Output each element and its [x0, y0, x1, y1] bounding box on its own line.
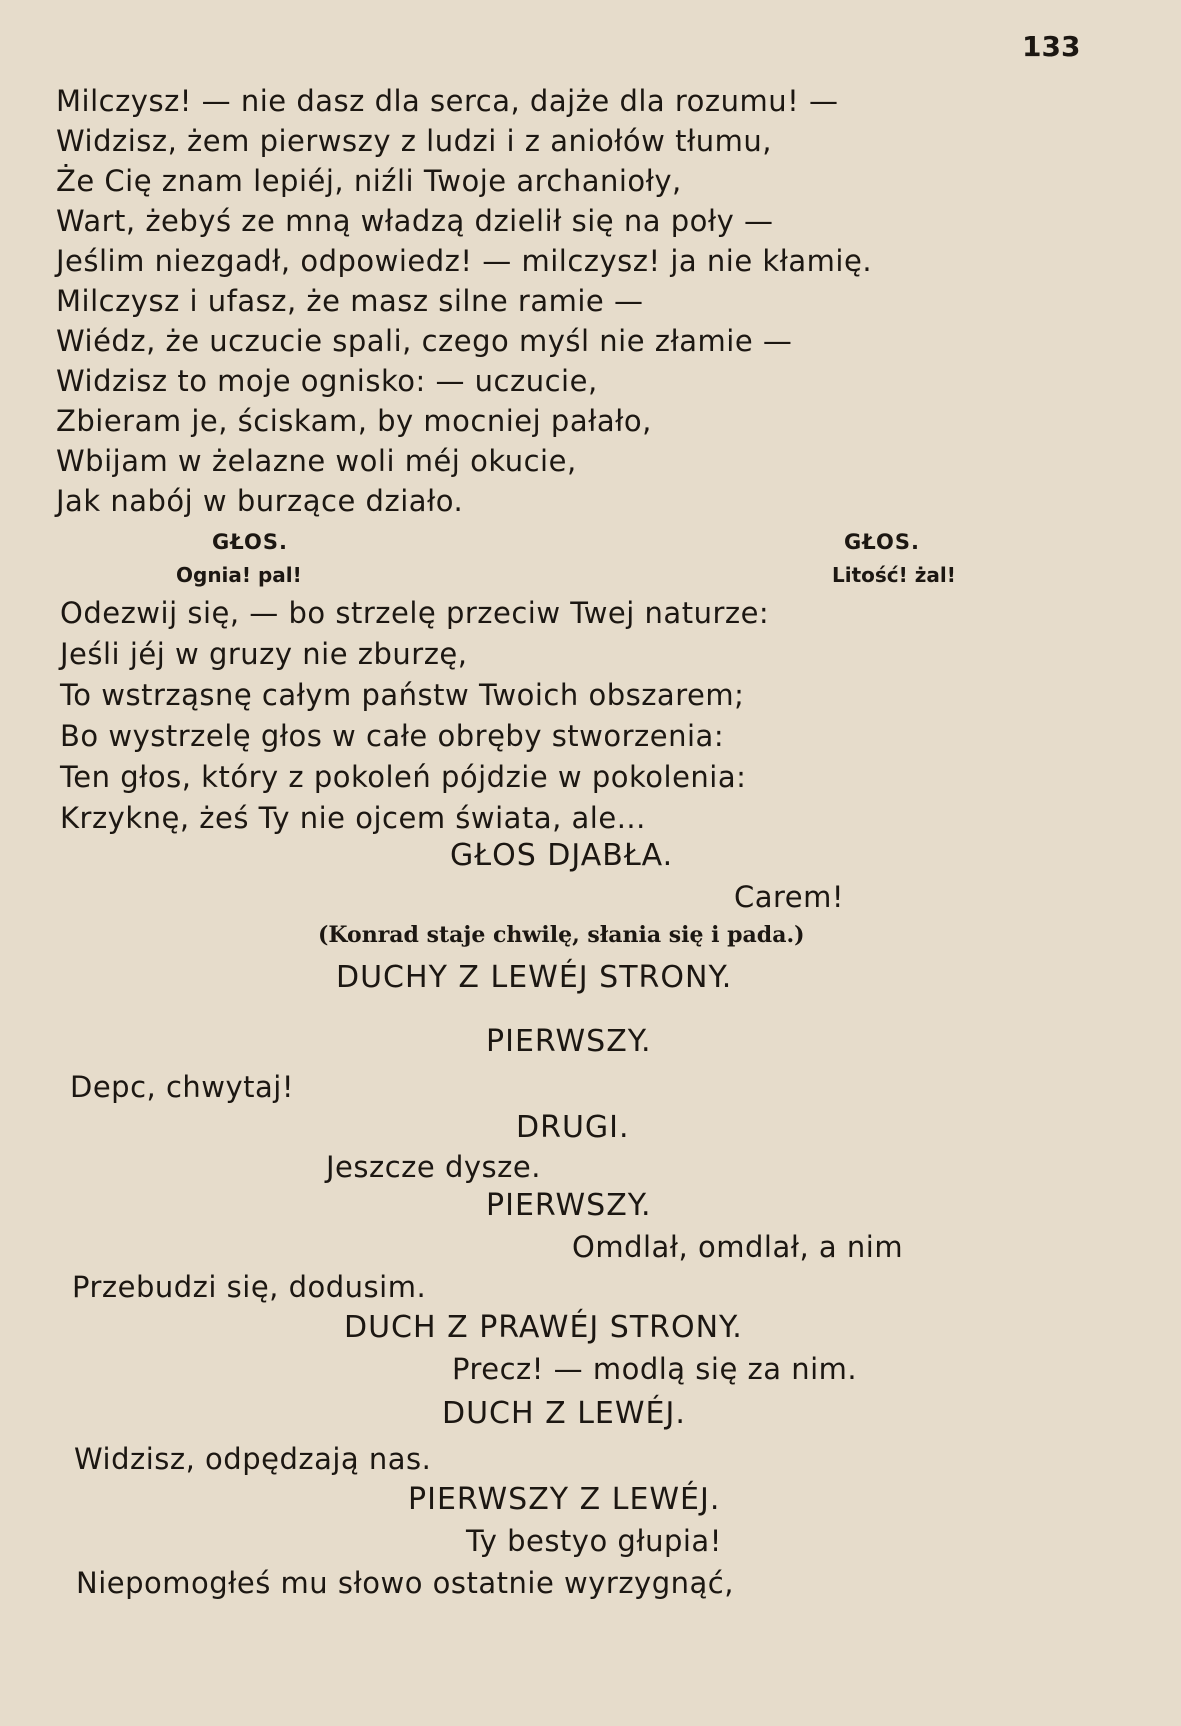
spoken-line: Widzisz, odpędzają nas.: [74, 1442, 432, 1476]
verse-line: Krzyknę, żeś Ty nie ojcem świata, ale...: [60, 801, 646, 835]
verse-line: Jak nabój w burzące działo.: [56, 484, 464, 518]
speaker-label-left: GŁOS.: [212, 530, 288, 554]
speaker-heading: PIERWSZY.: [486, 1188, 652, 1223]
verse-line: Jeślim niezgadł, odpowiedz! — milczysz! ja nie kłamię.: [56, 244, 873, 278]
verse-line: Bo wystrzelę głos w całe obręby stworzenia:: [60, 719, 725, 753]
spoken-line: Carem!: [734, 880, 845, 914]
spoken-line: Jeszcze dysze.: [326, 1150, 541, 1184]
speaker-label-right: GŁOS.: [844, 530, 920, 554]
spoken-line: Przebudzi się, dodusim.: [72, 1270, 427, 1304]
verse-line: Widzisz, żem pierwszy z ludzi i z aniołów tłumu,: [56, 124, 772, 158]
speaker-heading: DUCH Z PRAWÉJ STRONY.: [344, 1310, 743, 1345]
verse-line: Milczysz! — nie dasz dla serca, dajże dla rozumu! —: [56, 84, 839, 118]
verse-line: Widzisz to moje ognisko: — uczucie,: [56, 364, 598, 398]
speaker-heading: PIERWSZY Z LEWÉJ.: [408, 1482, 721, 1517]
page-number: 133: [1022, 30, 1081, 63]
speaker-heading: PIERWSZY.: [486, 1024, 652, 1059]
speaker-heading: DRUGI.: [516, 1110, 630, 1145]
speaker-heading: DUCHY Z LEWÉJ STRONY.: [336, 960, 733, 995]
voice-cue-left: Ognia! pal!: [176, 563, 302, 587]
verse-line: Zbieram je, ściskam, by mocniej pałało,: [56, 404, 652, 438]
speaker-heading: GŁOS DJABŁA.: [450, 838, 674, 873]
verse-line: Jeśli jéj w gruzy nie zburzę,: [60, 637, 468, 671]
spoken-line: Precz! — modlą się za nim.: [452, 1352, 858, 1386]
verse-line: Odezwij się, — bo strzelę przeciw Twej naturze:: [60, 596, 770, 630]
voice-cue-right: Litość! żal!: [832, 563, 956, 587]
spoken-line: Depc, chwytaj!: [70, 1070, 294, 1104]
speaker-heading: DUCH Z LEWÉJ.: [442, 1396, 686, 1431]
spoken-line: Ty bestyo głupia!: [466, 1524, 722, 1558]
spoken-line: Omdlał, omdlał, a nim: [572, 1230, 904, 1264]
verse-line: Milczysz i ufasz, że masz silne ramie —: [56, 284, 644, 318]
stage-direction: (Konrad staje chwilę, słania się i pada.): [318, 922, 805, 948]
verse-line: Ten głos, który z pokoleń pójdzie w pokolenia:: [60, 760, 747, 794]
verse-line: To wstrząsnę całym państw Twoich obszarem;: [60, 678, 745, 712]
verse-line: Że Cię znam lepiéj, niźli Twoje archanioły,: [56, 164, 682, 198]
verse-line: Wart, żebyś ze mną władzą dzielił się na poły —: [56, 204, 774, 238]
verse-line: Wiédz, że uczucie spali, czego myśl nie złamie —: [56, 324, 793, 358]
verse-line: Wbijam w żelazne woli méj okucie,: [56, 444, 577, 478]
spoken-line: Niepomogłeś mu słowo ostatnie wyrzygnąć,: [76, 1566, 734, 1600]
